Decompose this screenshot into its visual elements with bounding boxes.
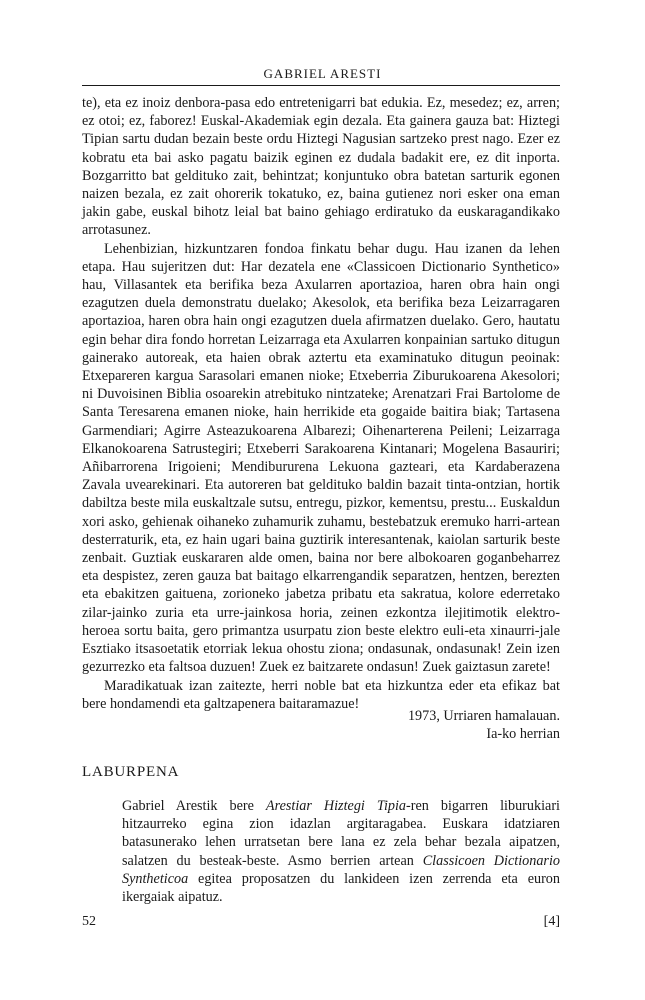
abstract-text: [122, 797, 560, 906]
signature-block: [82, 707, 560, 743]
page-number: 52: [82, 914, 96, 929]
paragraph-2: Lehenbizian, hizkuntzaren fondoa finkatu behar dugu. Hau izanen da lehen etapa. Hau sujeritzen dut: Har dezatela ene «Classicoen Dictionario Synthetico» hau, Villasantek eta berifika beza Axularren aportazioa, haren obra hain ongi ezagutzen duela demonstratu duelako; Akesolok, eta berifika beza Leizarragaren aportazioa, haren obra hain ongi ezagutzen duela afirmatzen duelako. Gero, hautatu egin behar dira fondo horretan Leizarraga eta Axularren konpainian sartuko ditugun gainerako autoreak, eta haien obrak aztertu eta examinatuko ditugun peoinak: Etxepareren kargua Sarasolari emanen nioke; Etxeberria Ziburukoarena Akesolori; ni Duvoisinen Biblia osoarekin atrebituko nintzateke; Arenatzari Frai Bartolome de Santa Teresarena emanen nioke, hain herrikide eta gogaide baitira biak; Tartasena Garmendiari; Agirre Asteazukoarena Albarezi; Oihenarterena Peileni; Leizarraga Elkanokoarena Satrustegiri; Etxeberri Sarakoarena Kintanari; Mogelena Basauriri; Añibarrorena Irigoieni; Mendibururena Lekuona gazteari, eta Kardaberazena Zavala uvearekinari. Eta autoreren bat geldituko baldin bazait tinta-ontzian, hortik dabiltza beste mila euskaltzale sutsu, entregu, pizkor, kementsu, prestu... Euskaldun xori asko, gehienak oihaneko zuhamurik zuhamu, bestebatzuk eremuko harri-artean desterraturik, eta, ez hain ugari baina guztirik interesantenak, kaiolan sarturik beste zenbait. Guztiak euskararen alde omen, baina nor bere albokoaren goganbeharrez eta despistez, zeren gauza bat baitago elkarrengandik separatzen, hentzen, berezten eta ebakitzen gaituena, zorioneko jabetza pribatu eta sakratua, kolore ederretako zilar-jainko zuria eta urre-jainkosa horia, zeinen ezkontza ilejitimotik elektro-heroea sortu baita, gero primantza usurpatu zion beste elektro euli-eta xinaurri-jale Esztiako itsasoetatik etorriak lekua ohostu ziona; ondasunak, ondasunak! Zein izen gezurrezko eta faltsoa duzuen! Zuek ez baitzarete ondasun! Zuek gaiztasun zarete!: [82, 240, 560, 676]
main-text: [82, 94, 560, 713]
abstract-work-title: Arestiar Hiztegi Tipia: [265, 798, 407, 814]
paragraph-1: te), eta ez inoiz denbora-pasa edo entretenigarri bat edukia. Ez, mesedez; ez, arren; ez otoi; ez, faborez! Euskal-Akademiak egin dezala. Eta gainera gauza bat: Hiztegi Tipian sartu dudan bezain beste ordu Hiztegi Nagusian sartzeko prest nago. Ezer ez kobratu eta bai asko pagatu baizik eginen ez dudala badakit ere, ez dit inporta. Bozgarritto bat geldituko zait, behintzat; konjuntuko obra batetan sarturik egonen naizen bezala, ez zait ohorerik tokatuko, ez, baina gutienez nori esker ona eman jakin gabe, euskal bihotz leial bat baino gehiago erdiratuko da euskaragandikako arrotasunez.: [82, 95, 560, 239]
abstract-title: LABURPENA: [82, 764, 180, 780]
abstract-part-c: -ren bigarren liburukiari hitzaurreko egina zion idazlan argitaragabea. Euskara idatziaren batasunerako lehen urratsetan bere lana ez zela behar bezala aipatzen, salatzen du besteak-beste. Asmo berrien artean: [122, 798, 561, 869]
abstract-part-e: egitea proposatzen du lankideen izen zerrenda eta euron ikergaiak aipatuz.: [122, 870, 560, 906]
paragraph-3: Maradikatuak izan zaitezte, herri noble bat eta hizkuntza eder eta efikaz bat bere hondamendi eta galtzapenera baitaramazue!: [82, 677, 560, 712]
abstract-part-a: Gabriel Arestik bere: [122, 798, 266, 814]
page-code: [4]: [543, 914, 560, 929]
header-rule: [82, 85, 560, 86]
signature-date: 1973, Urriaren hamalauan.: [407, 708, 560, 724]
abstract-dictionary-title: Classicoen Dictionario Syntheticoa: [122, 852, 560, 887]
abstract-paragraph: [122, 797, 560, 906]
running-head: GABRIEL ARESTI: [263, 66, 382, 81]
signature-place: Ia-ko herrian: [486, 726, 560, 743]
